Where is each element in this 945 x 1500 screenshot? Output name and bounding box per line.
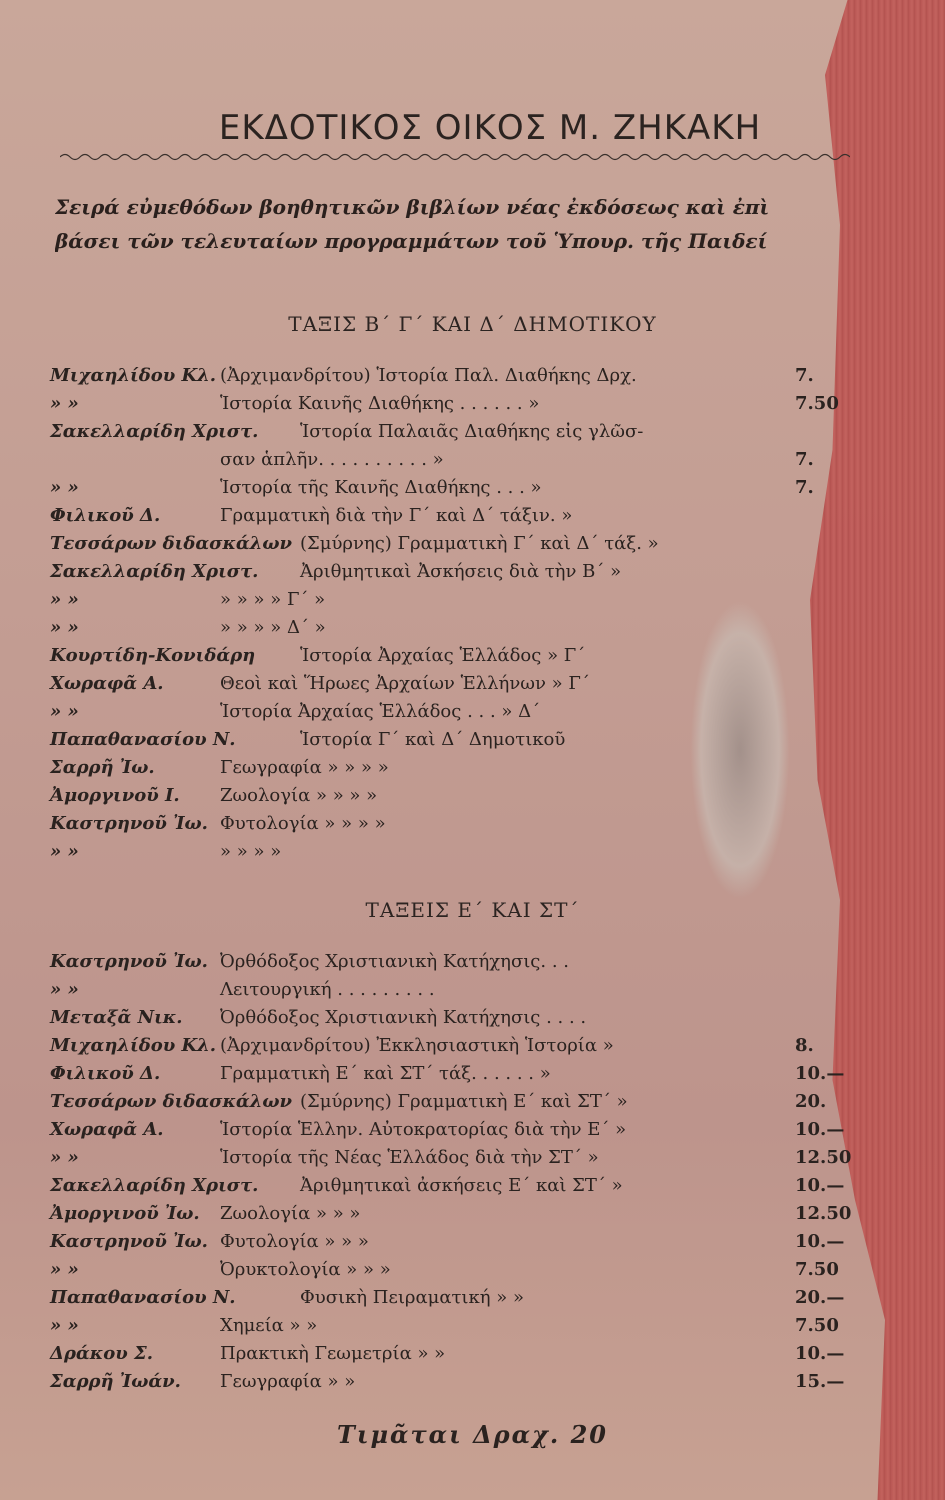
book-price: 10.— <box>795 1175 845 1196</box>
book-row <box>50 530 850 558</box>
subtitle-line-1: Σειρά εὐμεθόδων βοηθητικῶν βιβλίων νέας ἐκδόσεως καὶ ἐπὶ <box>55 195 770 219</box>
book-row <box>50 670 850 698</box>
book-title: (Ἀρχιμανδρίτου) Ἐκκλησιαστικὴ Ἱστορία » <box>220 1035 614 1056</box>
book-author: » » <box>50 701 79 722</box>
book-title: Θεοὶ καὶ Ἥρωες Ἀρχαίων Ἑλλήνων » Γ΄ <box>220 673 590 694</box>
book-author: » » <box>50 617 79 638</box>
book-title: Φυτολογία » » » <box>220 1231 369 1252</box>
book-title: Ἱστορία Παλαιᾶς Διαθήκης εἰς γλῶσ- <box>300 421 644 442</box>
book-author: Τεσσάρων διδασκάλων <box>50 1091 293 1112</box>
book-author: » » <box>50 393 79 414</box>
book-author: Φιλικοῦ Δ. <box>50 1063 161 1084</box>
book-row <box>50 976 850 1004</box>
book-row <box>50 1312 850 1340</box>
book-row <box>50 1284 850 1312</box>
book-author: Κουρτίδη-Κονιδάρη <box>50 645 256 666</box>
book-author: Σαρρῆ Ἰω. <box>50 757 155 778</box>
book-title: Ἀριθμητικαὶ ἀσκήσεις Ε΄ καὶ ΣΤ΄ » <box>300 1175 623 1196</box>
book-author: Ἀμοργινοῦ Ἰω. <box>50 1203 200 1224</box>
book-row <box>50 502 850 530</box>
book-row <box>50 754 850 782</box>
book-row <box>50 1228 850 1256</box>
book-title: (Σμύρνης) Γραμματικὴ Γ΄ καὶ Δ΄ τάξ. » <box>300 533 659 554</box>
book-author: » » <box>50 841 79 862</box>
book-row <box>50 1368 850 1396</box>
book-row <box>50 1116 850 1144</box>
book-row <box>50 642 850 670</box>
book-title: (Σμύρνης) Γραμματικὴ Ε΄ καὶ ΣΤ΄ » <box>300 1091 628 1112</box>
book-price: 7. <box>795 449 814 470</box>
book-title: Ἱστορία Καινῆς Διαθήκης . . . . . . » <box>220 393 540 414</box>
book-title: » » » » Γ΄ » <box>220 589 326 610</box>
book-price: 12.50 <box>795 1147 852 1168</box>
subtitle-line-2: βάσει τῶν τελευταίων προγραμμάτων τοῦ Ὑπουρ. τῆς Παιδεί <box>55 229 768 253</box>
book-price: 10.— <box>795 1343 845 1364</box>
book-title: σαν ἁπλῆν. . . . . . . . . . » <box>220 449 444 470</box>
book-row <box>50 474 850 502</box>
book-author: » » <box>50 1259 79 1280</box>
book-title: Ἱστορία Ἀρχαίας Ἑλλάδος » Γ΄ <box>300 645 586 666</box>
book-title: Ἱστορία Γ΄ καὶ Δ΄ Δημοτικοῦ <box>300 729 566 750</box>
book-price: 10.— <box>795 1063 845 1084</box>
book-author: Χωραφᾶ Α. <box>50 1119 164 1140</box>
book-author: » » <box>50 1147 79 1168</box>
book-row <box>50 1200 850 1228</box>
book-row <box>50 810 850 838</box>
book-title: Γεωγραφία » » <box>220 1371 356 1392</box>
book-author: Σακελλαρίδη Χριστ. <box>50 421 259 442</box>
book-row <box>50 1340 850 1368</box>
book-price: 7. <box>795 365 814 386</box>
book-row <box>50 558 850 586</box>
book-author: Σακελλαρίδη Χριστ. <box>50 1175 259 1196</box>
series-subtitle <box>55 190 855 258</box>
book-title: Ὀρθόδοξος Χριστιανικὴ Κατήχησις. . . <box>220 951 569 972</box>
book-author: » » <box>50 589 79 610</box>
book-title: » » » » <box>220 841 282 862</box>
book-row <box>50 614 850 642</box>
book-row <box>50 1004 850 1032</box>
book-author: Σακελλαρίδη Χριστ. <box>50 561 259 582</box>
book-row <box>50 586 850 614</box>
section-heading-upper: ΤΑΞΕΙΣ Ε΄ ΚΑΙ ΣΤ΄ <box>365 898 580 922</box>
book-author: Καστρηνοῦ Ἰω. <box>50 813 208 834</box>
book-price: 7. <box>795 477 814 498</box>
book-author: Μεταξᾶ Νικ. <box>50 1007 183 1028</box>
book-price: 7.50 <box>795 1259 839 1280</box>
book-title: Φυτολογία » » » » <box>220 813 386 834</box>
book-title: Ἱστορία Ἑλλην. Αὐτοκρατορίας διὰ τὴν Ε΄ » <box>220 1119 627 1140</box>
book-title: Ἀριθμητικαὶ Ἀσκήσεις διὰ τὴν Β΄ » <box>300 561 622 582</box>
book-author: Ἀμοργινοῦ Ι. <box>50 785 180 806</box>
book-price: 8. <box>795 1035 814 1056</box>
book-title: Πρακτικὴ Γεωμετρία » » <box>220 1343 446 1364</box>
book-title: Ὀρυκτολογία » » » <box>220 1259 391 1280</box>
book-author: » » <box>50 979 79 1000</box>
book-row <box>50 698 850 726</box>
book-price: 15.— <box>795 1371 845 1392</box>
book-list-upper <box>50 948 850 1396</box>
book-author: Τεσσάρων διδασκάλων <box>50 533 293 554</box>
book-title: Ὀρθόδοξος Χριστιανικὴ Κατήχησις . . . . <box>220 1007 587 1028</box>
book-author: Καστρηνοῦ Ἰω. <box>50 1231 208 1252</box>
publisher-title: ΕΚΔΟΤΙΚΟΣ ΟΙΚΟΣ Μ. ΖΗΚΑΚΗ <box>218 108 762 148</box>
book-title: Χημεία » » <box>220 1315 318 1336</box>
book-row <box>50 1172 850 1200</box>
book-price: 7.50 <box>795 393 839 414</box>
book-title: Ζωολογία » » » » <box>220 785 378 806</box>
price-footer: Τιμᾶται Δραχ. 20 <box>336 1420 609 1449</box>
book-price: 10.— <box>795 1119 845 1140</box>
book-author: Παπαθανασίου Ν. <box>50 729 236 750</box>
book-title: Ἱστορία Ἀρχαίας Ἑλλάδος . . . » Δ΄ <box>220 701 541 722</box>
book-row <box>50 948 850 976</box>
book-title: Ἱστορία τῆς Καινῆς Διαθήκης . . . » <box>220 477 542 498</box>
book-price: 10.— <box>795 1231 845 1252</box>
book-title: Γεωγραφία » » » » <box>220 757 389 778</box>
book-row <box>50 1144 850 1172</box>
book-row <box>50 1032 850 1060</box>
section-heading-primary: ΤΑΞΙΣ Β΄ Γ΄ ΚΑΙ Δ΄ ΔΗΜΟΤΙΚΟΥ <box>288 312 657 336</box>
book-title: Λειτουργική . . . . . . . . . <box>220 979 435 1000</box>
book-row <box>50 726 850 754</box>
book-author: Δράκου Σ. <box>50 1343 154 1364</box>
book-author: Παπαθανασίου Ν. <box>50 1287 236 1308</box>
book-author: Καστρηνοῦ Ἰω. <box>50 951 208 972</box>
book-row <box>50 418 850 446</box>
book-row <box>50 838 850 866</box>
book-row <box>50 362 850 390</box>
book-row <box>50 1088 850 1116</box>
book-row <box>50 782 850 810</box>
book-author: Σαρρῆ Ἰωάν. <box>50 1371 181 1392</box>
book-row <box>50 1256 850 1284</box>
book-list-primary <box>50 362 850 866</box>
book-row <box>50 446 850 474</box>
book-title: Ζωολογία » » » <box>220 1203 361 1224</box>
book-title: » » » » Δ΄ » <box>220 617 326 638</box>
book-title: (Ἀρχιμανδρίτου) Ἱστορία Παλ. Διαθήκης Δρχ. <box>220 365 637 386</box>
book-author: Χωραφᾶ Α. <box>50 673 164 694</box>
book-author: Φιλικοῦ Δ. <box>50 505 161 526</box>
book-price: 20.— <box>795 1287 845 1308</box>
book-row <box>50 390 850 418</box>
book-title: Γραμματικὴ διὰ τὴν Γ΄ καὶ Δ΄ τάξιν. » <box>220 505 573 526</box>
book-price: 12.50 <box>795 1203 852 1224</box>
book-author: » » <box>50 477 79 498</box>
book-author: Μιχαηλίδου Κλ. <box>50 1035 217 1056</box>
book-price: 20. <box>795 1091 827 1112</box>
book-author: » » <box>50 1315 79 1336</box>
book-title: Γραμματικὴ Ε΄ καὶ ΣΤ΄ τάξ. . . . . . » <box>220 1063 551 1084</box>
book-title: Φυσικὴ Πειραματική » » <box>300 1287 524 1308</box>
book-row <box>50 1060 850 1088</box>
wavy-divider <box>60 150 850 164</box>
book-price: 7.50 <box>795 1315 839 1336</box>
book-author: Μιχαηλίδου Κλ. <box>50 365 217 386</box>
book-title: Ἱστορία τῆς Νέας Ἑλλάδος διὰ τὴν ΣΤ΄ » <box>220 1147 599 1168</box>
